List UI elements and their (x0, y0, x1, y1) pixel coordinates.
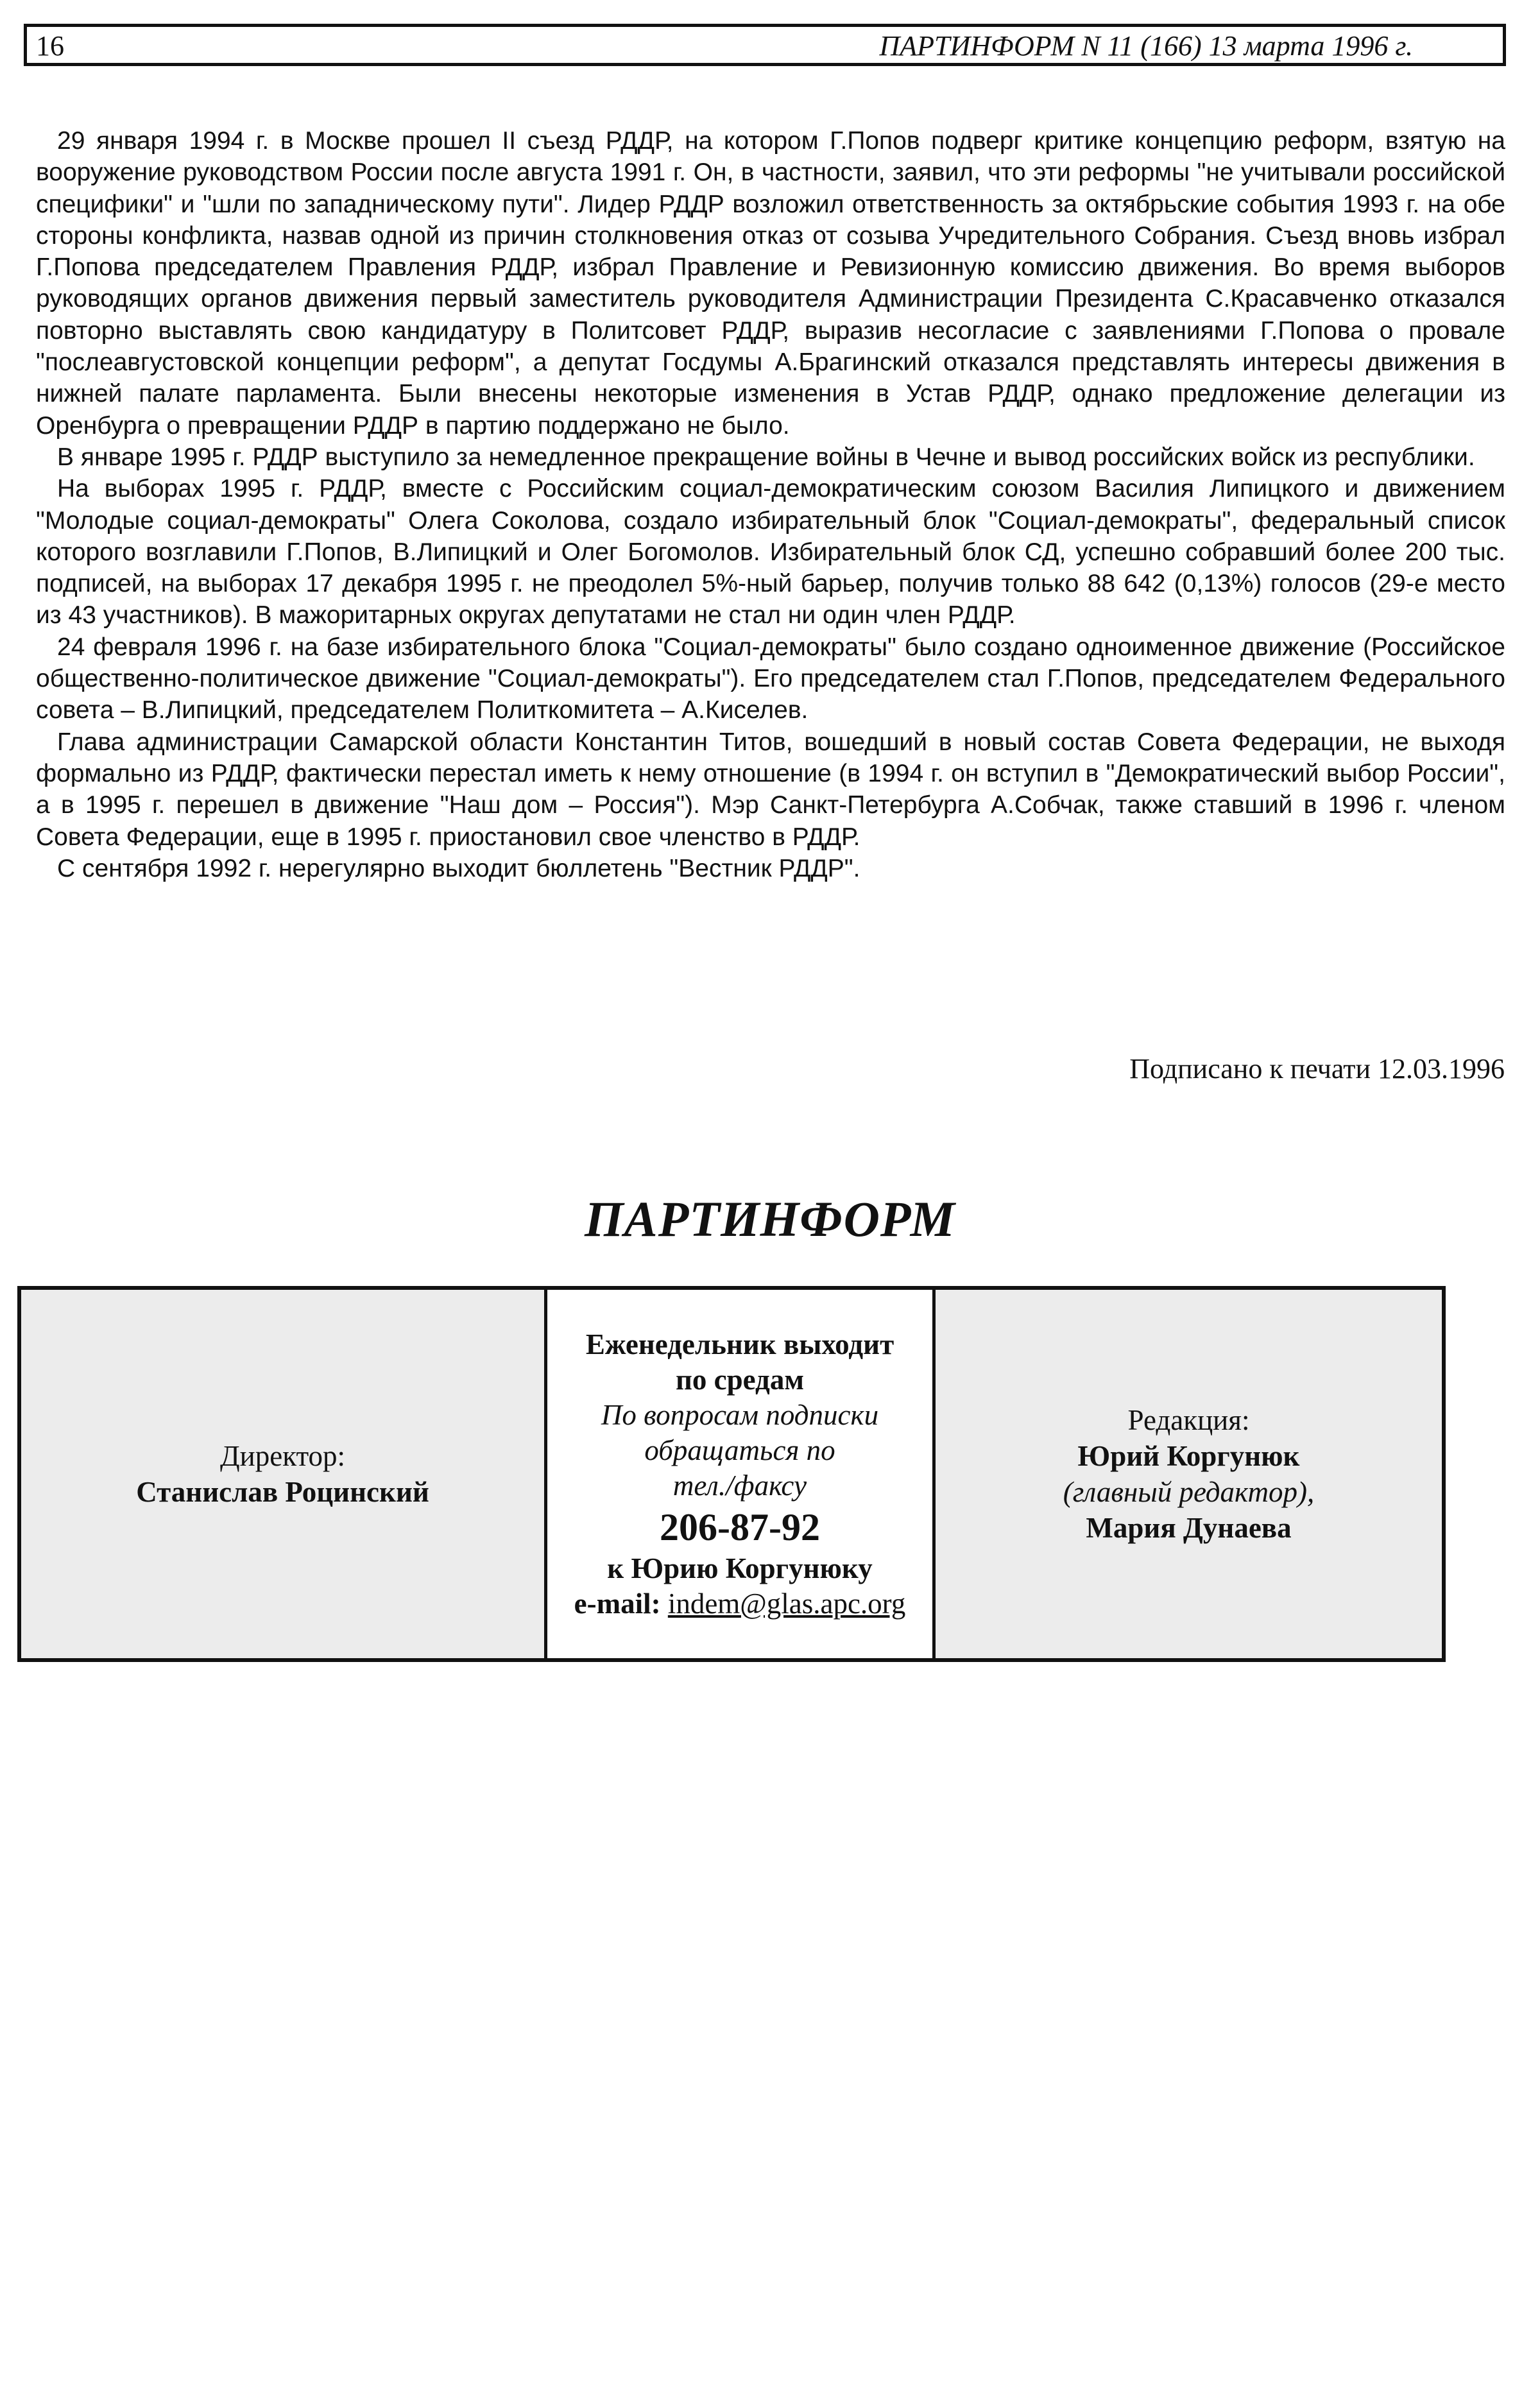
director-cell (21, 1290, 547, 1658)
paragraph: В январе 1995 г. РДДР выступило за немедленное прекращение войны в Чечне и вывод российских войск из республики. (57, 443, 1475, 471)
masthead-title: ПАРТИНФОРМ (585, 1191, 955, 1247)
weekly-note-day: по средам (676, 1363, 804, 1396)
running-header (24, 24, 1506, 66)
chief-editor-name: Юрий Коргунюк (1077, 1440, 1300, 1472)
signed-for-print: Подписано к печати 12.03.1996 (1129, 1053, 1505, 1084)
editorial-cell (936, 1290, 1442, 1658)
editor-name: Мария Дунаева (1086, 1512, 1292, 1544)
paragraph: На выборах 1995 г. РДДР, вместе с Российским социал-демократическим союзом Василия Липицкого и движением "Молодые социал-демократы" Олега Соколова, создало избирательный блок "Социал-демократы", федеральный список которого возглавили Г.Попов, В.Липицкий и Олег Богомолов. Избирательный блок СД, успешно собравший более 200 тыс. подписей, на выборах 17 декабря 1995 г. не преодолел 5%-ный барьер, получив только 88 642 (0,13%) голосов (29-е место из 43 участников). В мажоритарных округах депутатами не стал ни один член РДДР. (36, 475, 1505, 630)
subscribe-note: По вопросам подписки (601, 1398, 879, 1431)
email-link[interactable]: indem@glas.apc.org (667, 1587, 906, 1620)
email-line (574, 1586, 906, 1622)
imprint-box (17, 1286, 1446, 1662)
issue-title: ПАРТИНФОРМ N 11 (166) 13 марта 1996 г. (879, 30, 1413, 62)
editorial-label: Редакция: (1127, 1404, 1250, 1436)
paragraph: 29 января 1994 г. в Москве прошел II съезд РДДР, на котором Г.Попов подверг критике концепцию реформ, взятую на вооружение руководством России после августа 1991 г. Он, в частности, заявил, что эти реформы "не учитывали российской специфики" и "шли по западническому пути". Лидер РДДР возложил ответственность за октябрьские события 1993 г. на обе стороны конфликта, назвав одной из причин столкновения отказ от созыва Учредительного Собрания. Съезд вновь избрал Г.Попова председателем Правления РДДР, избрал Правление и Ревизионную комиссию движения. Во время выборов руководящих органов движения первый заместитель руководителя Администрации Президента С.Красавченко отказался повторно выставлять свою кандидатуру в Политсовет РДДР, выразив несогласие с заявлениями Г.Попова о провале "послеавгустовской концепции реформ", а депутат Госдумы А.Брагинский отказался представлять интересы движения в нижней палате парламента. Были внесены некоторые изменения в Устав РДДР, однако предложение делегации из Оренбурга о превращении РДДР в партию поддержано не было. (36, 127, 1505, 440)
subscribe-note: тел./факсу (672, 1469, 807, 1502)
paragraph: Глава администрации Самарской области Константин Титов, вошедший в новый состав Совета Федерации, не выходя формально из РДДР, фактически перестал иметь к нему отношение (в 1994 г. он вступил в "Демократический выбор России", а в 1995 г. перешел в движение "Наш дом – Россия"). Мэр Санкт-Петербурга А.Собчак, также ставший в 1996 г. членом Совета Федерации, еще в 1995 г. приостановил свое членство в РДДР. (36, 728, 1505, 851)
subscribe-note: обращаться по (644, 1434, 835, 1466)
contact-person: к Юрию Коргунюку (607, 1552, 873, 1584)
phone-number: 206-87-92 (660, 1505, 820, 1548)
page-number: 16 (36, 30, 64, 62)
director-label: Директор: (219, 1440, 346, 1472)
paragraph: С сентября 1992 г. нерегулярно выходит бюллетень "Вестник РДДР". (57, 854, 860, 882)
subscription-cell (547, 1290, 936, 1658)
article-body (36, 125, 1505, 884)
email-label: e-mail: (574, 1587, 661, 1620)
chief-editor-role: (главный редактор), (1063, 1476, 1315, 1508)
weekly-note: Еженедельник выходит (585, 1328, 894, 1360)
paragraph: 24 февраля 1996 г. на базе избирательного блока "Социал-демократы" было создано одноименное движение (Российское общественно-политическое движение "Социал-демократы"). Его председателем стал Г.Попов, председателем Федерального совета – В.Липицкий, председателем Политкомитета – А.Киселев. (36, 633, 1505, 724)
director-name: Станислав Роцинский (136, 1476, 429, 1508)
